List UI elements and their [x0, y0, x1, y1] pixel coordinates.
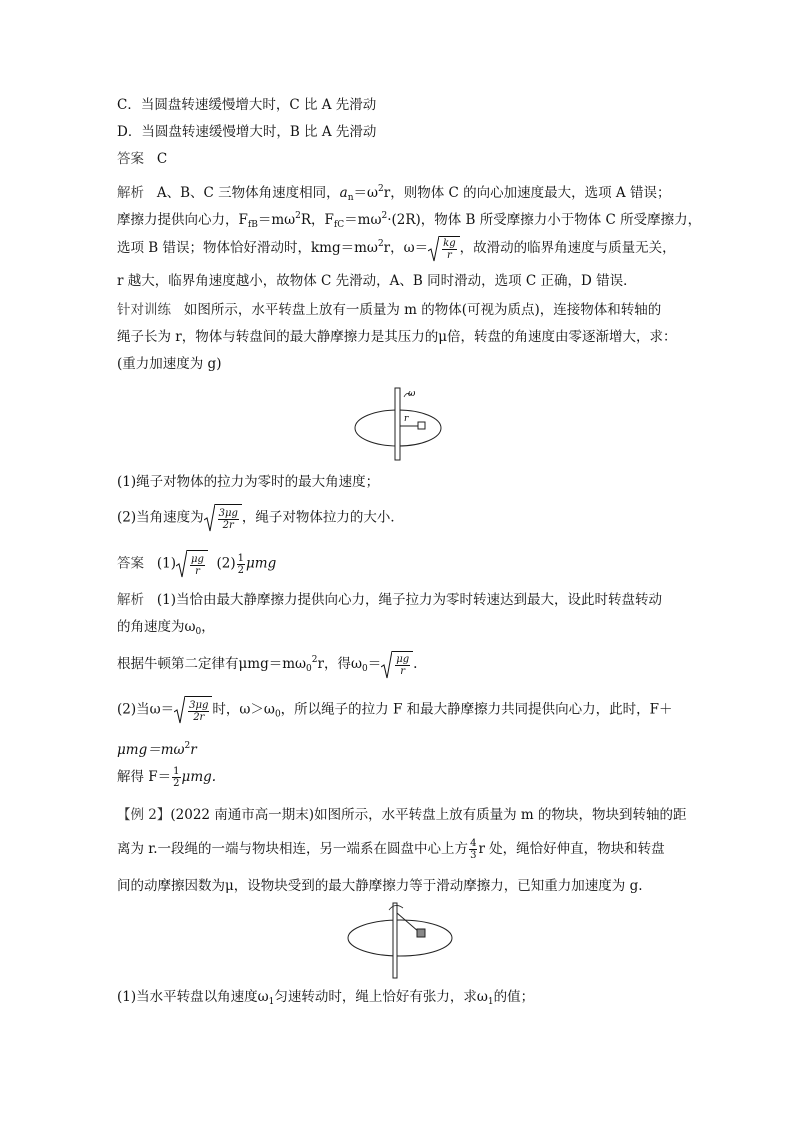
answer-2: 答案 (1) $\frac{\mu g}{r}$ (2) $\frac{1}{2}$ μmg [117, 550, 276, 578]
example-2-question-1: (1)当水平转盘以角速度$\omega_1$匀速转动时，绳上恰好有张力，求$\omega_1$的值； [117, 989, 535, 1007]
analysis-2-line5: $\mu mg=m\omega^2r$ [117, 741, 197, 758]
training-line3: (重力加速度为 g) [117, 356, 222, 372]
example-2-line1: 【例 2】(2022 南通市高一期末)如图所示，水平转盘上放有质量为 m 的物块，物块到转轴的距 [117, 807, 687, 823]
question-1: (1)绳子对物体的拉力为零时的最大角速度； [117, 474, 380, 490]
option-c: C．当圆盘转速缓慢增大时，C 比 A 先滑动 [117, 97, 377, 113]
analysis-2-line4: (2)当ω＝ $\frac{3\mu g}{2r}$ 时，$\omega>\omega_0$，所以绳子的拉力 F 和最大静摩擦力共同提供向心力，此时，F＋ [117, 696, 673, 725]
training-line2: 绳子长为 r，物体与转盘间的最大静摩擦力是其压力的μ倍，转盘的角速度由零逐渐增大，求： [117, 329, 677, 345]
analysis-2-line6: 解得 F＝ $\frac{1}{2}$ μmg. [117, 766, 217, 789]
example-2-line3: 间的动摩擦因数为μ，设物块受到的最大静摩擦力等于滑动摩擦力，已知重力加速度为 g. [117, 878, 643, 894]
training-line1: 针对训练 如图所示，水平转盘上放有一质量为 m 的物体(可视为质点)，连接物体和转轴的 [117, 302, 662, 318]
omega-label: ω [408, 389, 416, 399]
analysis-1-line4: r 越大，临界角速度越小，故物体 C 先滑动，A、B 同时滑动，选项 C 正确，D 错误． [117, 273, 637, 289]
r-label: r [404, 414, 409, 424]
figure-turntable-2 [345, 900, 455, 980]
option-d: D．当圆盘转速缓慢增大时，B 比 A 先滑动 [117, 124, 377, 140]
answer-1: 答案 C [117, 151, 168, 167]
sqrt-kg-r: $\frac{kg}{r}$ [428, 236, 459, 262]
example-2-line2: 离为 r.一段绳的一端与物块相连，另一端系在圆盘中心上方 $\frac{4}{3}$ r 处，绳恰好伸直，物块和转盘 [117, 838, 665, 861]
question-2: (2)当角速度为 $\frac{3\mu g}{2r}$ ，绳子对物体拉力的大小． [117, 504, 404, 532]
analysis-1-line3: 选项 B 错误；物体恰好滑动时，$kmg=m\omega^2r$，ω＝ $\frac{kg}{r}$ ，故滑动的临界角速度与质量无关， [117, 234, 676, 262]
figure-turntable-1 [352, 385, 447, 465]
analysis-1-line1: 解析 A、B、C 三物体角速度相同，$a_n=\omega^2r$，则物体 C 的向心加速度最大，选项 A 错误； [117, 184, 671, 203]
analysis-2-line1: 解析 (1)当恰由最大静摩擦力提供向心力，绳子拉力为零时转速达到最大，设此时转盘转动 [117, 592, 662, 608]
analysis-2-line3: 根据牛顿第二定律有$\mu mg=m\omega_0^2r$，得$\omega_0=$ $\frac{\mu g}{r}$ . [117, 650, 417, 679]
analysis-2-line2: 的角速度为$\omega_0$， [117, 619, 215, 637]
analysis-1-line2: 摩擦力提供向心力，$F_{fB}=m\omega^2R$，$F_{fC}=m\omega^2\cdot(2R)$，物体 B 所受摩擦力小于物体 C 所受摩擦力， [117, 211, 702, 230]
